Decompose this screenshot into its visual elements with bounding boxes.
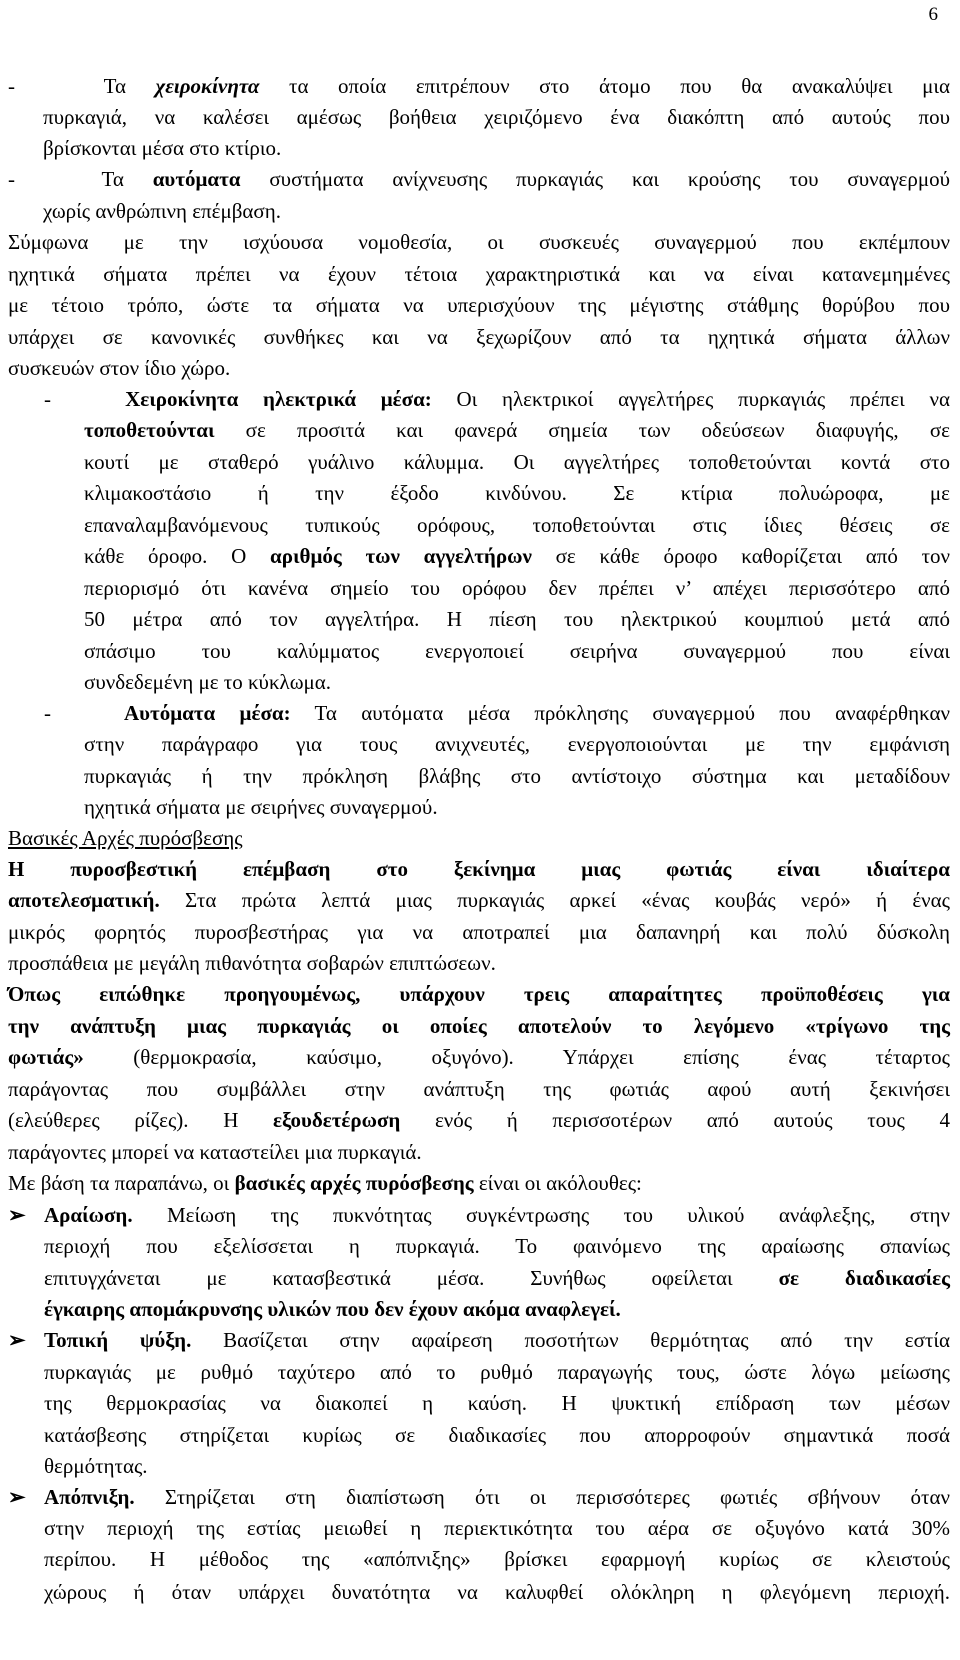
text-run: (ελεύθερες ρίζες). Η xyxy=(8,1108,274,1132)
text-line xyxy=(8,1324,951,1356)
text-run: αυτόματα xyxy=(152,167,241,191)
text-run: βασικές αρχές πυρόσβεσης xyxy=(234,1171,474,1195)
text-run: Σύμφωνα με την ισχύουσα νομοθεσία, οι συσκευές συναγερμού που εκπέμπουν xyxy=(8,230,950,254)
text-line xyxy=(84,446,950,478)
text-run: Μείωση της πυκνότητας συγκέντρωσης του υλικού ανάφλεξης, στην xyxy=(132,1203,950,1227)
text-line xyxy=(84,540,950,572)
text-run: περιορισμό ότι κανένα σημείο του ορόφου δεν πρέπει ν’ απέχει περισσότερο από xyxy=(84,576,950,600)
text-run: Όπως ειπώθηκε προηγουμένως, υπάρχουν τρεις απαραίτητες προϋποθέσεις για xyxy=(8,982,950,1006)
text-run: κατάσβεσης στηρίζεται κυρίως σε διαδικασίες που απορροφούν σημαντικά ποσά xyxy=(44,1423,950,1447)
text-run: - Τα xyxy=(8,167,153,191)
text-line xyxy=(8,1481,950,1513)
text-line xyxy=(44,1512,950,1544)
text-run: (θερμοκρασία, καύσιμο, οξυγόνο). Υπάρχει επίσης ένας τέταρτος xyxy=(83,1045,950,1069)
text-line xyxy=(8,1073,950,1105)
text-run: - xyxy=(44,701,124,725)
text-run: περιοχή που εξελίσσεται η πυρκαγιά. Το φαινόμενο της αραίωσης σπανίως xyxy=(44,1234,950,1258)
text-line xyxy=(8,70,950,102)
text-run: έγκαιρης απομάκρυνσης υλικών που δεν έχουν ακόμα αναφλεγεί. xyxy=(44,1297,621,1321)
text-line xyxy=(44,1356,950,1388)
text-run: πυρκαγιάς με ρυθμό ταχύτερο από το ρυθμό παραγωγής τους, ώστε λόγω μείωσης xyxy=(44,1360,950,1384)
text-run: χωρίς ανθρώπινη επέμβαση. xyxy=(43,199,281,223)
text-line xyxy=(44,1576,950,1608)
text-line xyxy=(8,163,950,195)
text-run: Η πυροσβεστική επέμβαση στο ξεκίνημα μιας φωτιάς είναι ιδιαίτερα xyxy=(8,857,950,881)
text-line xyxy=(84,414,950,446)
text-run: παράγοντες μπορεί να καταστείλει μια πυρκαγιά. xyxy=(8,1140,422,1164)
text-line xyxy=(43,132,950,164)
text-run: είναι οι ακόλουθες: xyxy=(473,1171,642,1195)
text-run: σε κάθε όροφο καθορίζεται από τον xyxy=(531,544,950,568)
text-line xyxy=(84,728,950,760)
text-line xyxy=(44,1293,950,1325)
text-run: ηχητικά σήματα πρέπει να έχουν τέτοια χαρακτηριστικά και να είναι κατανεμημένες xyxy=(8,262,950,286)
arrow-bullet-icon: ➢ xyxy=(8,1203,26,1227)
text-run: Αυτόματα μέσα: xyxy=(123,701,291,725)
text-line xyxy=(8,289,950,321)
text-run: παράγοντας που συμβάλλει στην ανάπτυξη της φωτιάς αφού αυτή ξεκινήσει xyxy=(8,1077,950,1101)
text-run: στην περιοχή της εστίας μειωθεί η περιεκτικότητα του αέρα σε οξυγόνο κατά 30% xyxy=(44,1516,950,1540)
text-run: σπάσιμο του καλύμματος ενεργοποιεί σειρήνα συναγερμού που είναι xyxy=(84,639,950,663)
arrow-bullet-icon: ➢ xyxy=(8,1328,26,1352)
text-run: χώρους ή όταν υπάρχει δυνατότητα να καλυφθεί ολόκληρη η φλεγόμενη περιοχή. xyxy=(44,1580,950,1604)
text-line xyxy=(8,978,950,1010)
text-line xyxy=(44,383,950,415)
text-line xyxy=(8,1167,950,1199)
text-run: κλιμακοστάσιο ή την έξοδο κινδύνου. Σε κτίρια πολυώροφα, με xyxy=(84,481,950,505)
text-run: μικρός φορητός πυροσβεστήρας για να αποτραπεί μια δαπανηρή και πολύ δύσκολη xyxy=(8,920,950,944)
text-run: Αραίωση. xyxy=(44,1203,133,1227)
text-line xyxy=(8,1136,950,1168)
text-line xyxy=(8,822,950,854)
text-run: πυρκαγιάς ή την πρόκληση βλάβης στο αντίστοιχο σύστημα και μεταδίδουν xyxy=(84,764,950,788)
text-run: Τα αυτόματα μέσα πρόκλησης συναγερμού που αναφέρθηκαν xyxy=(290,701,950,725)
text-line xyxy=(8,916,950,948)
text-run: Οι ηλεκτρικοί αγγελτήρες πυρκαγιάς πρέπει να xyxy=(431,387,950,411)
text-line xyxy=(44,1387,950,1419)
text-run: εξουδετέρωση xyxy=(273,1108,401,1132)
text-line xyxy=(84,477,950,509)
text-line xyxy=(84,572,950,604)
text-run: σε προσιτά και φανερά σημεία των οδεύσεων διαφυγής, σε xyxy=(214,418,950,442)
text-run: Απόπνιξη. xyxy=(44,1485,135,1509)
text-run: επιτυγχάνεται με κατασβεστικά μέσα. Συνήθως οφείλεται xyxy=(44,1266,779,1290)
text-run: Στα πρώτα λεπτά μιας πυρκαγιάς αρκεί «ένας κουβάς νερό» ή ένας xyxy=(159,888,950,912)
text-line xyxy=(43,195,950,227)
text-run: την ανάπτυξη μιας πυρκαγιάς οι οποίες αποτελούν το λεγόμενο «τρίγωνο της xyxy=(8,1014,950,1038)
text-run: 50 μέτρα από τον αγγελτήρα. Η πίεση του ηλεκτρικού κουμπιού μετά από xyxy=(84,607,950,631)
text-run: Με βάση τα παραπάνω, οι xyxy=(8,1171,235,1195)
text-run: τοποθετούνται xyxy=(84,418,215,442)
text-run: υπάρχει σε κανονικές συνθήκες και να ξεχωρίζουν από τα ηχητικά σήματα άλλων xyxy=(8,325,950,349)
text-line xyxy=(8,1104,950,1136)
text-line xyxy=(44,1450,950,1482)
text-run: αποτελεσματική. xyxy=(8,888,160,912)
text-line xyxy=(84,635,950,667)
text-run: Χειροκίνητα ηλεκτρικά μέσα: xyxy=(125,387,432,411)
text-run: τα οποία επιτρέπουν στο άτομο που θα ανακαλύψει μια xyxy=(259,74,950,98)
text-run: χειροκίνητα xyxy=(155,74,260,98)
text-line xyxy=(8,352,950,384)
text-run: κάθε όροφο. Ο xyxy=(84,544,271,568)
text-line xyxy=(84,791,950,823)
text-run: ηχητικά σήματα με σειρήνες συναγερμού. xyxy=(84,795,438,819)
text-line xyxy=(8,1010,950,1042)
text-run: επαναλαμβανόμενους τυπικούς ορόφους, τοποθετούνται στις ίδιες θέσεις σε xyxy=(84,513,950,537)
text-line xyxy=(44,1543,950,1575)
text-line xyxy=(44,1262,950,1294)
text-run: Βασίζεται στην αφαίρεση ποσοτήτων θερμότητας από την εστία xyxy=(191,1328,951,1352)
text-line xyxy=(44,1230,950,1262)
text-run: στην παράγραφο για τους ανιχνευτές, ενεργοποιούνται με την εμφάνιση xyxy=(84,732,950,756)
text-run: πυρκαγιά, να καλέσει αμέσως βοήθεια χειριζόμενο ένα διακόπτη από αυτούς που xyxy=(43,105,950,129)
text-run: περίπου. Η μέθοδος της «απόπνιξης» βρίσκει εφαρμογή κυρίως σε κλειστούς xyxy=(44,1547,950,1571)
text-run: θερμότητας. xyxy=(44,1454,148,1478)
text-line xyxy=(44,697,950,729)
text-line xyxy=(43,101,950,133)
text-line xyxy=(84,760,950,792)
text-run: ενός ή περισσοτέρων από αυτούς τους 4 xyxy=(400,1108,950,1132)
text-line xyxy=(8,884,950,916)
text-line xyxy=(84,509,950,541)
text-run: συνδεδεμένη με το κύκλωμα. xyxy=(84,670,332,694)
text-run: Στηρίζεται στη διαπίστωση ότι οι περισσότερες φωτιές σβήνουν όταν xyxy=(134,1485,950,1509)
text-run: συσκευών στον ίδιο χώρο. xyxy=(8,356,231,380)
text-line xyxy=(8,226,950,258)
text-line xyxy=(8,1041,950,1073)
text-run: συστήματα ανίχνευσης πυρκαγιάς και κρούσης του συναγερμού xyxy=(240,167,950,191)
text-line xyxy=(8,258,950,290)
text-line xyxy=(8,1199,950,1231)
text-line xyxy=(8,853,950,885)
arrow-bullet-icon: ➢ xyxy=(8,1485,26,1509)
text-run: με τέτοιο τρόπο, ώστε τα σήματα να υπερισχύουν της μέγιστης στάθμης θορύβου που xyxy=(8,293,950,317)
text-run: Βασικές Αρχές πυρόσβεσης xyxy=(8,826,243,850)
text-run: της θερμοκρασίας να διακοπεί η καύση. Η ψυκτική επίδραση των μέσων xyxy=(44,1391,950,1415)
text-line xyxy=(8,321,950,353)
page-number: 6 xyxy=(928,4,938,25)
text-run: αριθμός των αγγελτήρων xyxy=(270,544,532,568)
text-run: προσπάθεια με μεγάλη πιθανότητα σοβαρών επιπτώσεων. xyxy=(8,951,496,975)
text-run: κουτί με σταθερό γυάλινο κάλυμμα. Οι αγγελτήρες τοποθετούνται κοντά στο xyxy=(84,450,950,474)
text-run: σε διαδικασίες xyxy=(778,1266,950,1290)
text-run: - xyxy=(44,387,126,411)
text-line xyxy=(8,947,950,979)
text-line xyxy=(84,603,950,635)
text-run: φωτιάς» xyxy=(8,1045,84,1069)
text-run: Τοπική ψύξη. xyxy=(44,1328,192,1352)
text-line xyxy=(84,666,950,698)
text-run: βρίσκονται μέσα στο κτίριο. xyxy=(43,136,282,160)
text-line xyxy=(44,1419,950,1451)
text-run: - Τα xyxy=(8,74,156,98)
